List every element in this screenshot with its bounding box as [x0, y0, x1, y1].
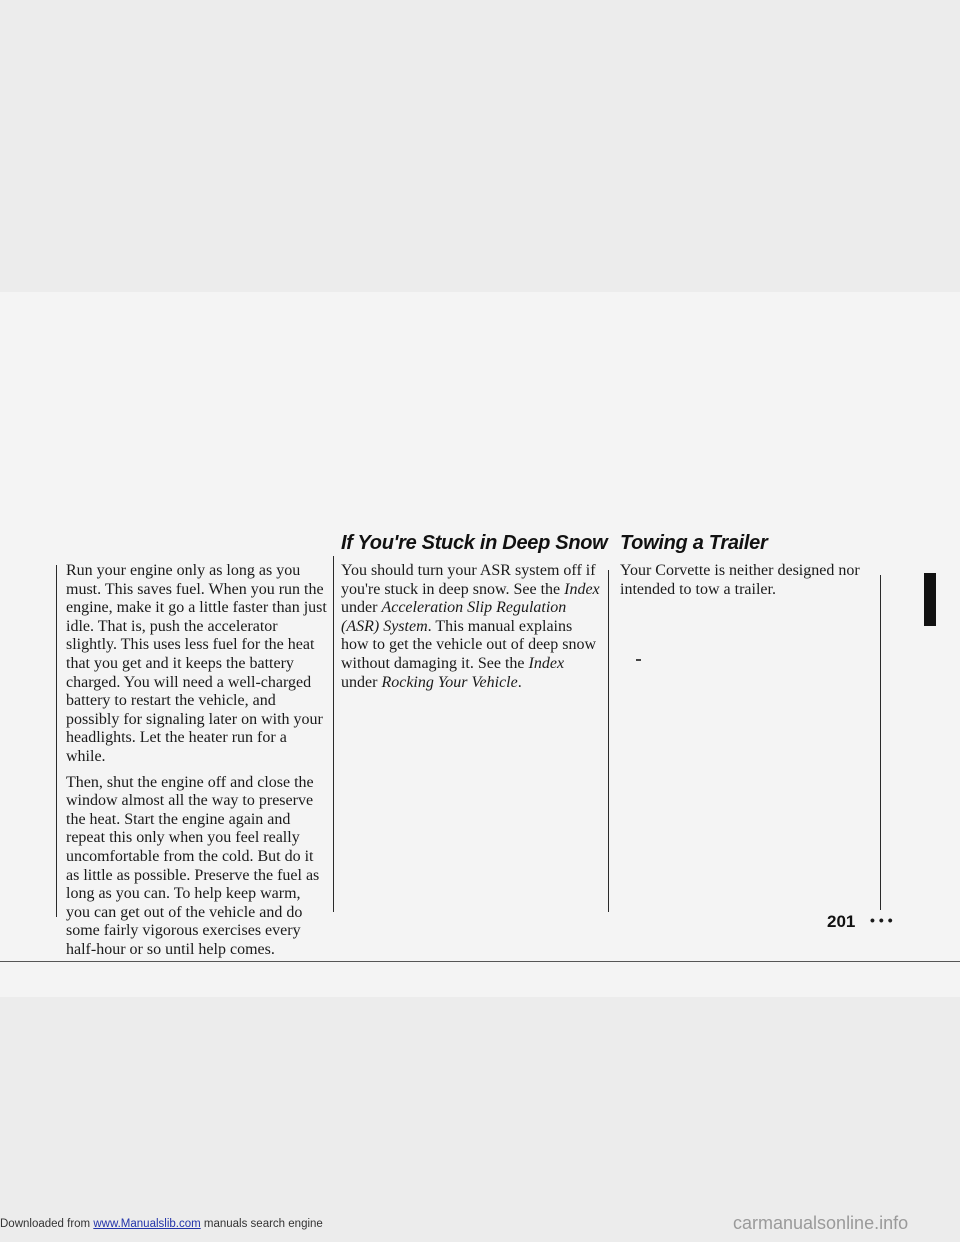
right-margin-rule: [880, 575, 881, 910]
section-heading-deep-snow: If You're Stuck in Deep Snow: [341, 532, 608, 554]
index-ref: Index: [564, 580, 600, 598]
text: under: [341, 673, 382, 691]
right-column: [620, 562, 870, 606]
column-divider-2: [608, 570, 609, 912]
middle-column: [341, 562, 603, 699]
text: .: [517, 673, 522, 691]
page-number: 201: [827, 912, 856, 931]
site-watermark: carmanualsonline.info: [733, 1213, 909, 1233]
paragraph: Then, shut the engine off and close the window almost all the way to preserve the heat. Start the engine again and repeat this only when you feel really uncomfortable from the cold. But do it as little as possible. Preserve the fuel as long as you can. To help keep warm, you can get out of the vehicle and do some fairly vigorous exercises every half-hour or so until help comes.: [66, 773, 320, 958]
page-number-dots: •••: [870, 912, 897, 928]
paragraph: Run your engine only as long as you must. This saves fuel. When you run the engine, make it go a little faster than just idle. That is, push the accelerator slightly. This uses less fuel for the heat that you get and it keeps the battery charged. You will need a well-charged battery to restart the vehicle, and possibly for signaling later on with your headlights. Let the heater run for a while.: [66, 562, 327, 765]
download-footer: [0, 1218, 323, 1230]
section-heading-towing: Towing a Trailer: [620, 532, 768, 554]
index-ref: Index: [528, 654, 565, 672]
manualslib-link[interactable]: www.Manualslib.com: [93, 1218, 201, 1230]
text: You should turn your ASR system off if you're stuck in deep snow. See the: [341, 562, 596, 598]
left-column: [66, 562, 328, 966]
paragraph: Your Corvette is neither designed nor intended to tow a trailer.: [620, 562, 860, 598]
index-ref: Rocking Your Vehicle: [381, 673, 518, 691]
paragraph: [341, 562, 603, 692]
text: under: [341, 599, 382, 617]
column-divider-1: [333, 556, 334, 912]
left-margin-rule: [56, 565, 57, 917]
footer-prefix: Downloaded from: [0, 1218, 94, 1230]
stray-mark: [636, 659, 641, 661]
index-ref: Acceleration Slip Regulation (ASR) System: [341, 599, 567, 635]
text: . This manual explains how to get the vehicle out of deep snow without damaging it. See the: [341, 617, 597, 672]
section-tab-marker: [924, 573, 936, 626]
footer-suffix: manuals search engine: [200, 1218, 323, 1230]
